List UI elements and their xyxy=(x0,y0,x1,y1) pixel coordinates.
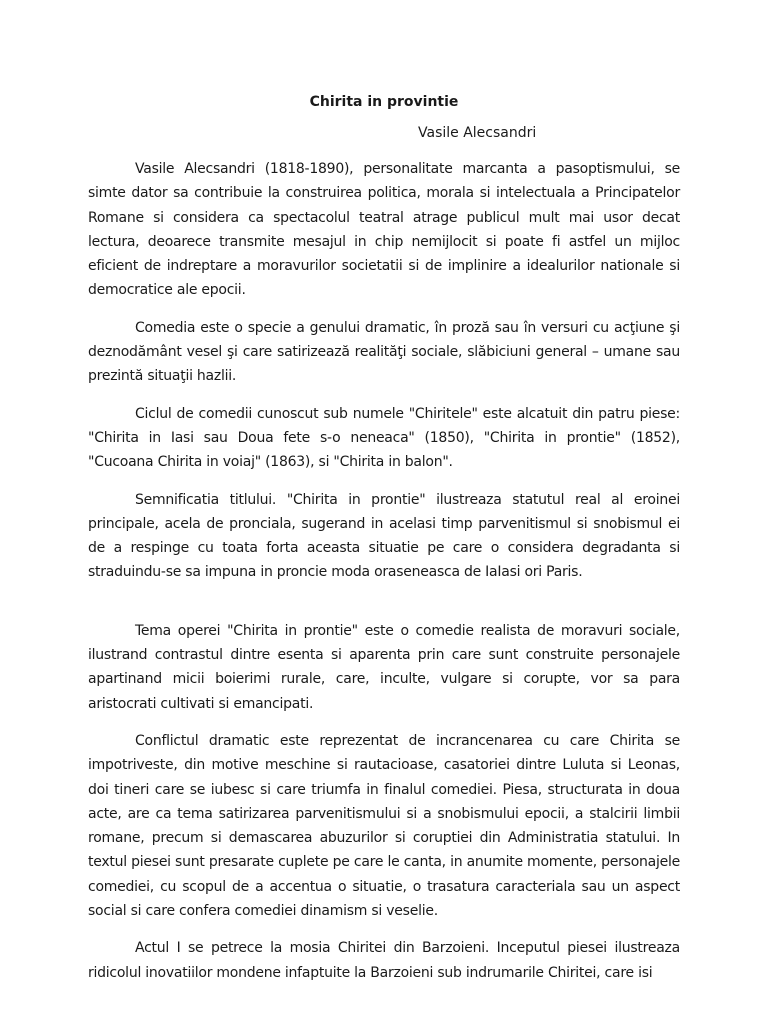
paragraph-cycle: Ciclul de comedii cunoscut sub numele "Chiritele" este alcatuit din patru piese: "Chirita in Iasi sau Doua fete s-o neneaca" (1850), "Chirita in prontie" (1852), "Cucoana Chirita in voiaj" (1863), si "Chirita in balon". xyxy=(88,405,680,471)
paragraph-title-meaning: Semnificatia titlului. "Chirita in prontie" ilustreaza statutul real al eroinei principale, acela de pronciala, sugerand in acelasi timp parvenitismul si snobismul ei de a respinge cu toata forta aceasta situatie pe care o considera degradanta si straduindu-se sa impuna in proncie moda oraseneasca de IaIasi ori Paris. xyxy=(88,491,680,581)
document-author: Vasile Alecsandri xyxy=(418,125,537,141)
paragraph-conflict: Conflictul dramatic este reprezentat de incrancenarea cu care Chirita se impotriveste, din motive meschine si rautacioase, casatoriei dintre Luluta si Leonas, doi tineri care se iubesc si care triumfa in finalul comediei. Piesa, structurata in doua acte, are ca tema satirizarea parvenitismului si a snobismului epocii, a stalcirii limbii romane, precum si demascarea abuzurilor si coruptiei din Administratia statului. In textul piesei sunt presarate cuplete pe care le canta, in anumite momente, personajele comediei, cu scopul de a accentua o situatie, o trasatura caracteriala sau un aspect social si care confera comediei dinamism si veselie. xyxy=(88,732,680,920)
document-title: Chirita in provintie xyxy=(309,94,459,110)
paragraph-comedy-definition: Comedia este o specie a genului dramatic, în proză sau în versuri cu acţiune şi deznodământ vesel şi care satirizează realităţi sociale, slăbiciuni general – umane sau prezintă situaţii hazlii. xyxy=(88,319,680,385)
paragraph-theme: Tema operei "Chirita in prontie" este o comedie realista de moravuri sociale, ilustrand contrastul dintre esenta si aparenta prin care sunt construite personajele apartinand micii boierimi rurale, care, inculte, vulgare si corupte, vor sa para aristocrati cultivati si emancipati. xyxy=(88,622,680,712)
paragraph-intro: Vasile Alecsandri (1818-1890), personalitate marcanta a pasoptismului, se simte dator sa contribuie la construirea politica, morala si intelectuala a Principatelor Romane si considera ca spectacolul teatral atrage publicul mult mai usor decat lectura, deoarece transmite mesajul in chip nemijlocit si poate fi astfel un mijloc eficient de indreptare a moravurilor societatii si de implinire a idealurilor nationale si democratice ale epocii. xyxy=(88,161,680,299)
paragraph-act-one: Actul I se petrece la mosia Chiritei din Barzoieni. Inceputul piesei ilustreaza ridicolul inovatiilor mondene infaptuite la Barzoieni sub indrumarile Chiritei, care isi xyxy=(88,940,680,981)
document-page xyxy=(88,90,680,998)
